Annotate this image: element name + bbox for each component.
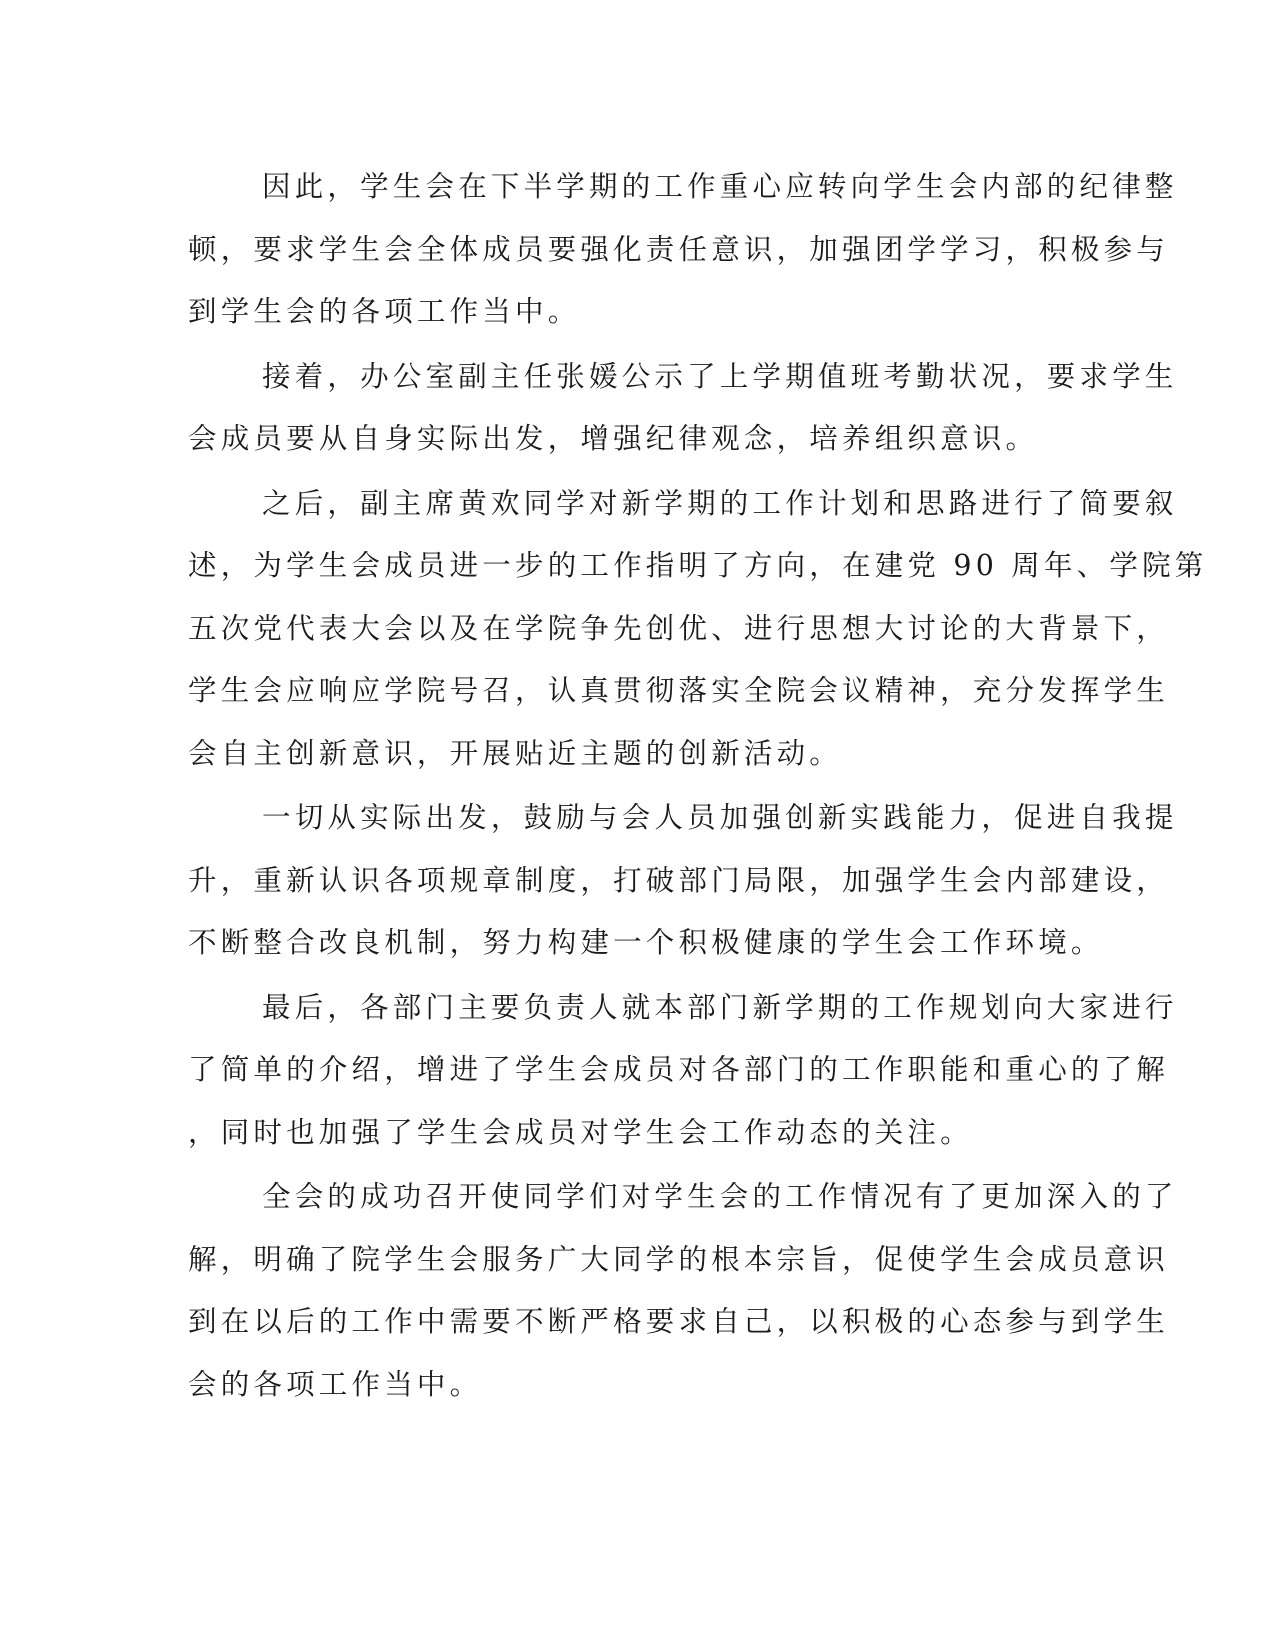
- document-body: [188, 156, 1208, 1418]
- paragraph-line: 顿，要求学生会全体成员要强化责任意识，加强团学学习，积极参与: [188, 232, 1170, 266]
- paragraph-line: 解，明确了院学生会服务广大同学的根本宗旨，促使学生会成员意识: [188, 1242, 1170, 1276]
- paragraph-1: [188, 156, 1178, 344]
- paragraph-line: 学生会应响应学院号召，认真贯彻落实全院会议精神，充分发挥学生: [188, 674, 1170, 707]
- paragraph-line: 之后，副主席黄欢同学对新学期的工作计划和思路进行了简要叙: [262, 486, 1178, 520]
- paragraph-line: 全会的成功召开使同学们对学生会的工作情况有了更加深入的了: [262, 1180, 1178, 1213]
- paragraph-line: 会的各项工作当中。: [188, 1367, 483, 1401]
- paragraph-line: 会自主创新意识，开展贴近主题的创新活动。: [188, 736, 843, 770]
- paragraph-6: [188, 1166, 1178, 1416]
- paragraph-line: 升，重新认识各项规章制度，打破部门局限，加强学生会内部建设，: [188, 863, 1170, 897]
- paragraph-4: [188, 787, 1178, 975]
- paragraph-line: 述，为学生会成员进一步的工作指明了方向，在建党 90 周年、学院第: [188, 549, 1208, 582]
- paragraph-line: 了简单的介绍，增进了学生会成员对各部门的工作职能和重心的了解: [188, 1053, 1170, 1086]
- paragraph-line: 接着，办公室副主任张媛公示了上学期值班考勤状况，要求学生: [262, 359, 1178, 393]
- paragraph-line: 到在以后的工作中需要不断严格要求自己，以积极的心态参与到学生: [188, 1305, 1170, 1338]
- paragraph-5: [188, 977, 1178, 1165]
- paragraph-line: 最后，各部门主要负责人就本部门新学期的工作规划向大家进行: [262, 990, 1178, 1024]
- paragraph-line: 五次党代表大会以及在学院争先创优、进行思想大讨论的大背景下，: [188, 611, 1170, 645]
- paragraph-2: [188, 346, 1178, 471]
- paragraph-line: 因此，学生会在下半学期的工作重心应转向学生会内部的纪律整: [262, 170, 1178, 203]
- paragraph-line: 不断整合改良机制，努力构建一个积极健康的学生会工作环境。: [188, 926, 1104, 959]
- paragraph-line: ，同时也加强了学生会成员对学生会工作动态的关注。: [188, 1115, 973, 1149]
- paragraph-3: [188, 473, 1208, 786]
- paragraph-line: 到学生会的各项工作当中。: [188, 295, 581, 328]
- paragraph-line: 一切从实际出发，鼓励与会人员加强创新实践能力，促进自我提: [262, 801, 1178, 834]
- paragraph-line: 会成员要从自身实际出发，增强纪律观念，培养组织意识。: [188, 422, 1039, 455]
